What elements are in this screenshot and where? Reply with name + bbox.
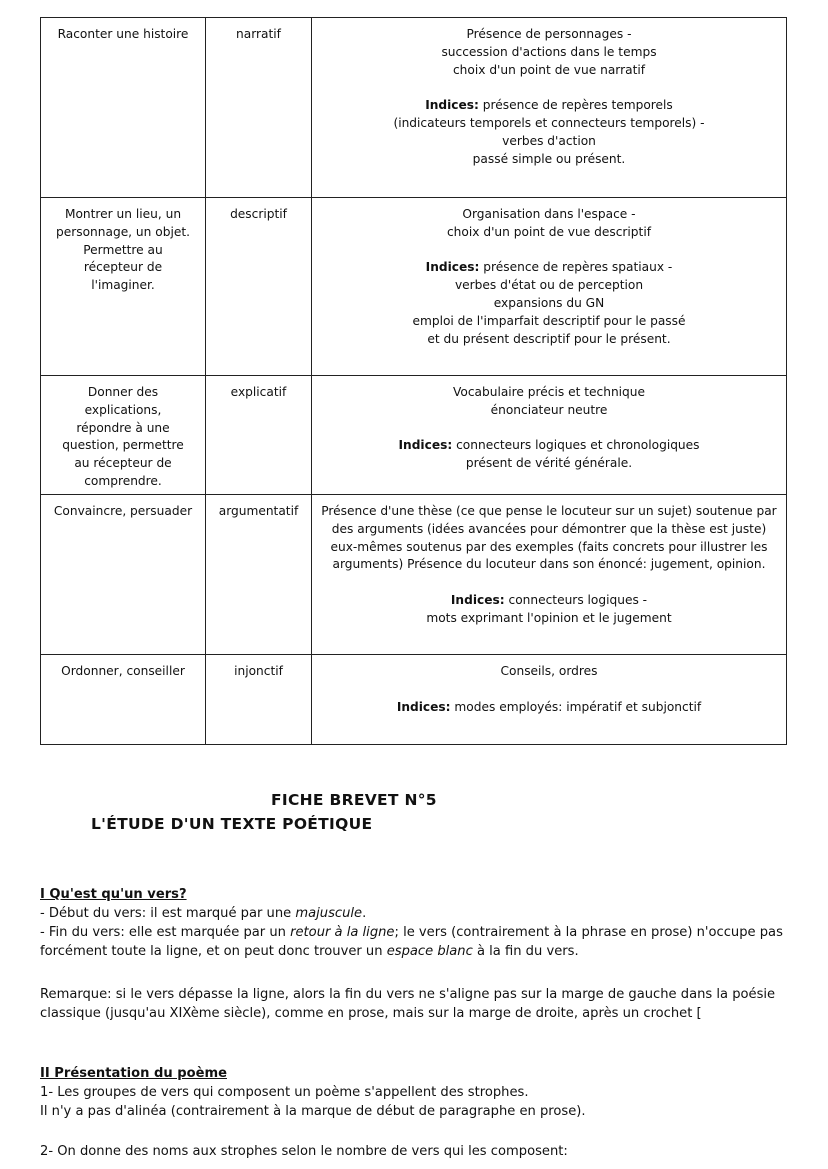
indices-line: (indicateurs temporels et connecteurs temporels) -	[393, 115, 705, 130]
features-cell	[312, 655, 787, 745]
strophes-line: 1- Les groupes de vers qui composent un poème s'appellent des strophes.	[40, 1085, 529, 1100]
indices-line	[318, 259, 780, 277]
indices-line: et du présent descriptif pour le présent.	[427, 331, 671, 346]
remark-line-1: Remarque: si le vers dépasse la ligne, alors la fin du vers ne s'aligne pas sur la marge de gauche dans la poésie	[40, 987, 776, 1002]
intent-line: Ordonner, conseiller	[61, 664, 185, 678]
intent-line: explications,	[84, 402, 162, 417]
intent-cell	[41, 18, 206, 198]
intent-line: personnage, un objet.	[55, 224, 190, 239]
table-row	[41, 495, 787, 655]
features-cell	[312, 495, 787, 655]
indices-line: verbes d'action	[502, 133, 596, 148]
remark-line-2: classique (jusqu'au XIXème siècle), comme en prose, mais sur la marge de droite, après un crochet [	[40, 1006, 702, 1021]
indices-text: connecteurs logiques -	[504, 592, 648, 607]
feature-line: Présence de personnages -	[466, 27, 632, 41]
section-1	[40, 885, 800, 961]
text-type-cell: descriptif	[206, 198, 312, 376]
feature-line: Présence d'une thèse (ce que pense le locuteur sur un sujet) soutenue par	[321, 504, 777, 518]
intent-cell	[41, 198, 206, 376]
text-type-cell: explicatif	[206, 376, 312, 495]
indices-line	[318, 97, 780, 115]
indices-label: Indices:	[425, 260, 480, 275]
feature-line: choix d'un point de vue descriptif	[446, 224, 651, 239]
indices-label: Indices:	[396, 699, 451, 714]
section-2	[40, 1064, 800, 1121]
intent-line: comprendre.	[84, 473, 162, 488]
table-row	[41, 198, 787, 376]
indices-line: mots exprimant l'opinion et le jugement	[426, 610, 672, 625]
feature-line: eux-mêmes soutenus par des exemples (faits concrets pour illustrer les	[330, 539, 768, 554]
intent-line: au récepteur de	[74, 456, 172, 471]
intent-line: Permettre au	[83, 242, 163, 257]
fiche-subtitle: L'ÉTUDE D'UN TEXTE POÉTIQUE	[91, 815, 373, 833]
feature-line: arguments) Présence du locuteur dans son énoncé: jugement, opinion.	[332, 557, 766, 572]
feature-line: succession d'actions dans le temps	[441, 44, 657, 59]
intent-line: Raconter une histoire	[57, 27, 189, 41]
indices-line: présent de vérité générale.	[465, 456, 633, 471]
strophes-names-line: 2- On donne des noms aux strophes selon le nombre de vers qui les composent:	[40, 1144, 568, 1159]
indices-label: Indices:	[450, 592, 505, 607]
feature-line: des arguments (idées avancées pour démontrer que la thèse est juste)	[331, 521, 767, 536]
indices-text: présence de repères temporels	[478, 98, 673, 113]
strophes-names	[40, 1142, 800, 1161]
section-1-heading: I Qu'est qu'un vers?	[40, 887, 187, 902]
intent-line: Montrer un lieu, un	[64, 207, 182, 221]
table-row	[41, 655, 787, 745]
section-2-heading: II Présentation du poème	[40, 1066, 227, 1081]
text-type-cell: argumentatif	[206, 495, 312, 655]
spacer	[318, 420, 780, 438]
indices-label: Indices:	[425, 98, 479, 113]
spacer	[318, 681, 780, 699]
indices-line: expansions du GN	[493, 295, 605, 310]
indices-line	[318, 592, 780, 610]
features-cell	[312, 18, 787, 198]
indices-text: connecteurs logiques et chronologiques	[452, 438, 700, 453]
indices-line: emploi de l'imparfait descriptif pour le passé	[412, 313, 686, 328]
fiche-title: FICHE BREVET N°5	[271, 791, 437, 809]
spacer	[318, 574, 780, 592]
vers-fin-line-2: forcément toute la ligne, et on peut donc trouver un espace blanc à la fin du vers.	[40, 944, 579, 959]
intent-line: répondre à une	[76, 420, 170, 435]
intent-line: question, permettre	[62, 438, 184, 453]
features-cell	[312, 376, 787, 495]
spacer	[318, 242, 780, 260]
intent-line: Convaincre, persuader	[53, 504, 193, 518]
indices-line: verbes d'état ou de perception	[454, 278, 644, 293]
indices-line: passé simple ou présent.	[472, 151, 626, 166]
alinea-line: Il n'y a pas d'alinéa (contrairement à la marque de début de paragraphe en prose).	[40, 1104, 586, 1119]
feature-line: choix d'un point de vue narratif	[452, 62, 646, 77]
feature-line: Conseils, ordres	[500, 664, 598, 678]
intent-cell	[41, 655, 206, 745]
indices-line	[318, 699, 780, 717]
intent-line: Donner des	[87, 385, 159, 399]
feature-line: énonciateur neutre	[490, 402, 608, 417]
spacer	[318, 79, 780, 97]
intent-line: l'imaginer.	[91, 278, 155, 293]
text-type-cell: injonctif	[206, 655, 312, 745]
intent-cell	[41, 495, 206, 655]
intent-cell	[41, 376, 206, 495]
indices-text: présence de repères spatiaux -	[479, 260, 673, 275]
indices-line	[318, 437, 780, 455]
vers-fin-line: - Fin du vers: elle est marquée par un retour à la ligne; le vers (contrairement à la phrase en prose) n'occupe pas	[40, 925, 783, 940]
feature-line: Organisation dans l'espace -	[462, 207, 636, 221]
vers-debut-line: - Début du vers: il est marqué par une majuscule.	[40, 906, 367, 921]
indices-label: Indices:	[398, 438, 453, 453]
intent-line: récepteur de	[83, 260, 163, 275]
text-types-table	[40, 17, 787, 745]
remark	[40, 985, 800, 1023]
features-cell	[312, 198, 787, 376]
table-row	[41, 376, 787, 495]
indices-text: modes employés: impératif et subjonctif	[450, 699, 702, 714]
feature-line: Vocabulaire précis et technique	[452, 385, 646, 399]
table-row	[41, 18, 787, 198]
text-type-cell: narratif	[206, 18, 312, 198]
